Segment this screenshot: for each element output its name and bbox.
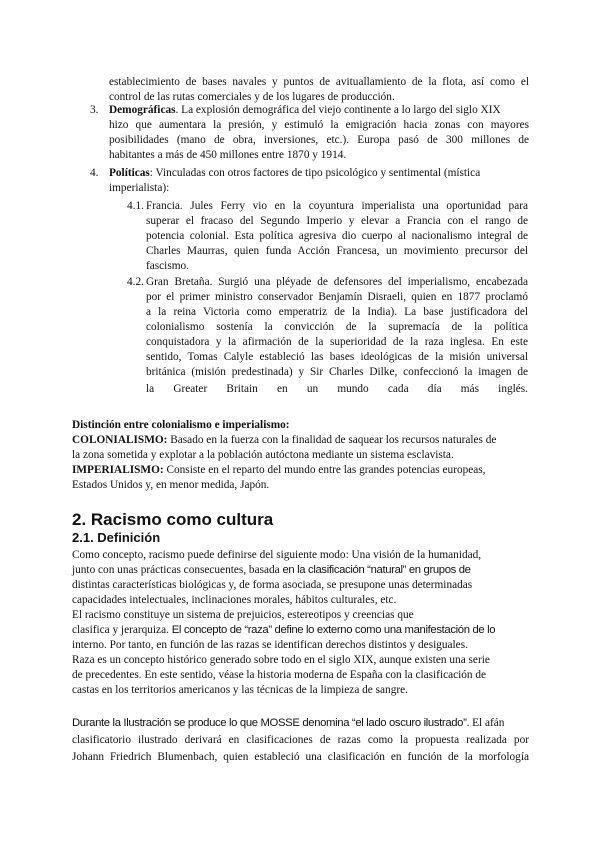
subsection-heading: 2.1. Definición bbox=[72, 530, 161, 545]
sublist-number: 4.1. bbox=[127, 200, 144, 212]
paragraph-line: Como concepto, racismo puede definirse del siguiente modo: Una visión de la humanidad, bbox=[72, 549, 482, 561]
paragraph-line: castas en los territorios americanos y las técnicas de la limpieza de sangre. bbox=[72, 684, 408, 696]
paragraph-line: Durante la Ilustración se produce lo que MOSSE denomina “el lado oscuro ilustrado”. El afán bbox=[72, 717, 505, 729]
emphasis-text: en la clasificación “natural” en grupos de bbox=[282, 564, 471, 576]
paragraph-line: capacidades intelectuales, inclinaciones morales, hábitos culturales, etc. bbox=[72, 594, 397, 606]
sublist-item-4-2-line: por el primer ministro conservador Benjamín Disraeli, quien en 1877 proclamó bbox=[146, 291, 528, 303]
paragraph-line: El racismo constituye un sistema de prejuicios, estereotipos y creencias que bbox=[72, 609, 414, 621]
imperialismo-definition-line: Estados Unidos y, en menor medida, Japón. bbox=[72, 479, 270, 491]
list-item-3-line: habitantes a más de 450 millones entre 1870 y 1914. bbox=[109, 149, 347, 161]
list-item-3-line: posibilidades (mano de obra, inversiones, etc.). Europa pasó de 300 millones de bbox=[109, 134, 529, 146]
emphasis-text: El concepto de “raza” define lo externo como una manifestación de lo bbox=[171, 624, 496, 636]
paragraph-line: clasificatorio ilustrado derivará en clasificaciones de razas como la propuesta realizada por bbox=[72, 734, 529, 746]
paragraph-line: junto con unas prácticas consecuentes, basada en la clasificación “natural” en grupos de bbox=[72, 564, 471, 576]
section-heading: 2. Racismo como cultura bbox=[72, 510, 274, 529]
sublist-item-4-1-line: Charles Maurras, quien funda Acción Francesa, un movimiento precursor del bbox=[146, 245, 528, 257]
sublist-item-4-1-line: Francia. Jules Ferry vio en la coyuntura imperialista una oportunidad para bbox=[146, 200, 528, 212]
term-politicas: Políticas bbox=[109, 167, 150, 179]
sublist-item-4-1-line: fascismo. bbox=[146, 260, 189, 272]
sublist-number: 4.2. bbox=[127, 276, 144, 288]
colonialismo-definition: COLONIALISMO: Basado en la fuerza con la finalidad de saquear los recursos naturales de bbox=[72, 434, 497, 446]
list-item-4-line: imperialista): bbox=[109, 182, 170, 194]
list-item-4: Políticas: Vinculadas con otros factores de tipo psicológico y sentimental (mística bbox=[109, 167, 481, 179]
list-number: 3. bbox=[90, 104, 99, 116]
paragraph-line: Raza es un concepto histórico generado sobre todo en el siglo XIX, aunque existen una serie bbox=[72, 654, 490, 666]
term-imperialismo: IMPERIALISMO: bbox=[72, 464, 164, 476]
sublist-item-4-1-line: superar el fracaso del Segundo Imperio y elevar a Francia con el rango de bbox=[146, 215, 528, 227]
sublist-item-4-1-line: potencia colonial. Esta política agresiva dio cuerpo al nacionalismo integral de bbox=[146, 230, 528, 242]
list-item-2-continuation: establecimiento de bases navales y puntos de avituallamiento de la flota, así como el bbox=[109, 76, 529, 88]
sublist-item-4-2-line: conquistadora y la afirmación de la superioridad de la raza inglesa. En este bbox=[146, 336, 528, 348]
emphasis-text: Durante la Ilustración se produce lo que MOSSE denomina “el lado oscuro ilustrado”. bbox=[72, 717, 470, 729]
imperialismo-definition: IMPERIALISMO: Consiste en el reparto del mundo entre las grandes potencias europeas, bbox=[72, 464, 486, 476]
paragraph-line: interno. Por tanto, en función de las razas se identifican derechos distintos y desiguales. bbox=[72, 639, 468, 651]
list-item-2-continuation: control de las rutas comerciales y de los lugares de producción. bbox=[109, 91, 395, 103]
sublist-item-4-2-line: británica (misión predestinada) y Sir Charles Dilke, confeccionó la imagen de bbox=[146, 366, 528, 378]
sublist-item-4-2-line: a la reina Victoria como emperatriz de la India). La base justificadora del bbox=[146, 306, 528, 318]
list-item-3-line: hizo que aumentara la presión, y estimuló la emigración hacia zonas con mayores bbox=[109, 119, 529, 131]
paragraph-line: de precedentes. En este sentido, véase la historia moderna de España con la clasificación de bbox=[72, 669, 487, 681]
term-demograficas: Demográficas bbox=[109, 104, 176, 116]
sublist-item-4-2-line: sentido, Tomas Calyle estableció las bases ideológicas de la misión universal bbox=[146, 351, 528, 363]
paragraph-line: clasifica y jerarquiza. El concepto de “raza” define lo externo como una manifestación de lo bbox=[72, 624, 496, 636]
distinction-heading: Distinción entre colonialismo e imperialismo: bbox=[72, 419, 290, 431]
list-item-3: Demográficas. La explosión demográfica del viejo continente a lo largo del siglo XIX bbox=[109, 104, 501, 116]
paragraph-line: distintas características biológicas y, de forma asociada, se presupone unas determinadas bbox=[72, 579, 473, 591]
sublist-item-4-2-line: la Greater Britain en un mundo cada día más inglés. bbox=[146, 383, 528, 395]
list-number: 4. bbox=[90, 167, 99, 179]
paragraph-line: Johann Friedrich Blumenbach, quien estableció una clasificación en función de la morfología bbox=[72, 751, 529, 763]
sublist-item-4-2-line: Gran Bretaña. Surgió una pléyade de defensores del imperialismo, encabezada bbox=[146, 276, 528, 288]
sublist-item-4-2-line: colonialismo sostenía la convicción de la supremacía de la política bbox=[146, 321, 528, 333]
colonialismo-definition-line: la zona sometida y explotar a la población autóctona mediante un sistema esclavista. bbox=[72, 449, 454, 461]
term-colonialismo: COLONIALISMO: bbox=[72, 434, 168, 446]
